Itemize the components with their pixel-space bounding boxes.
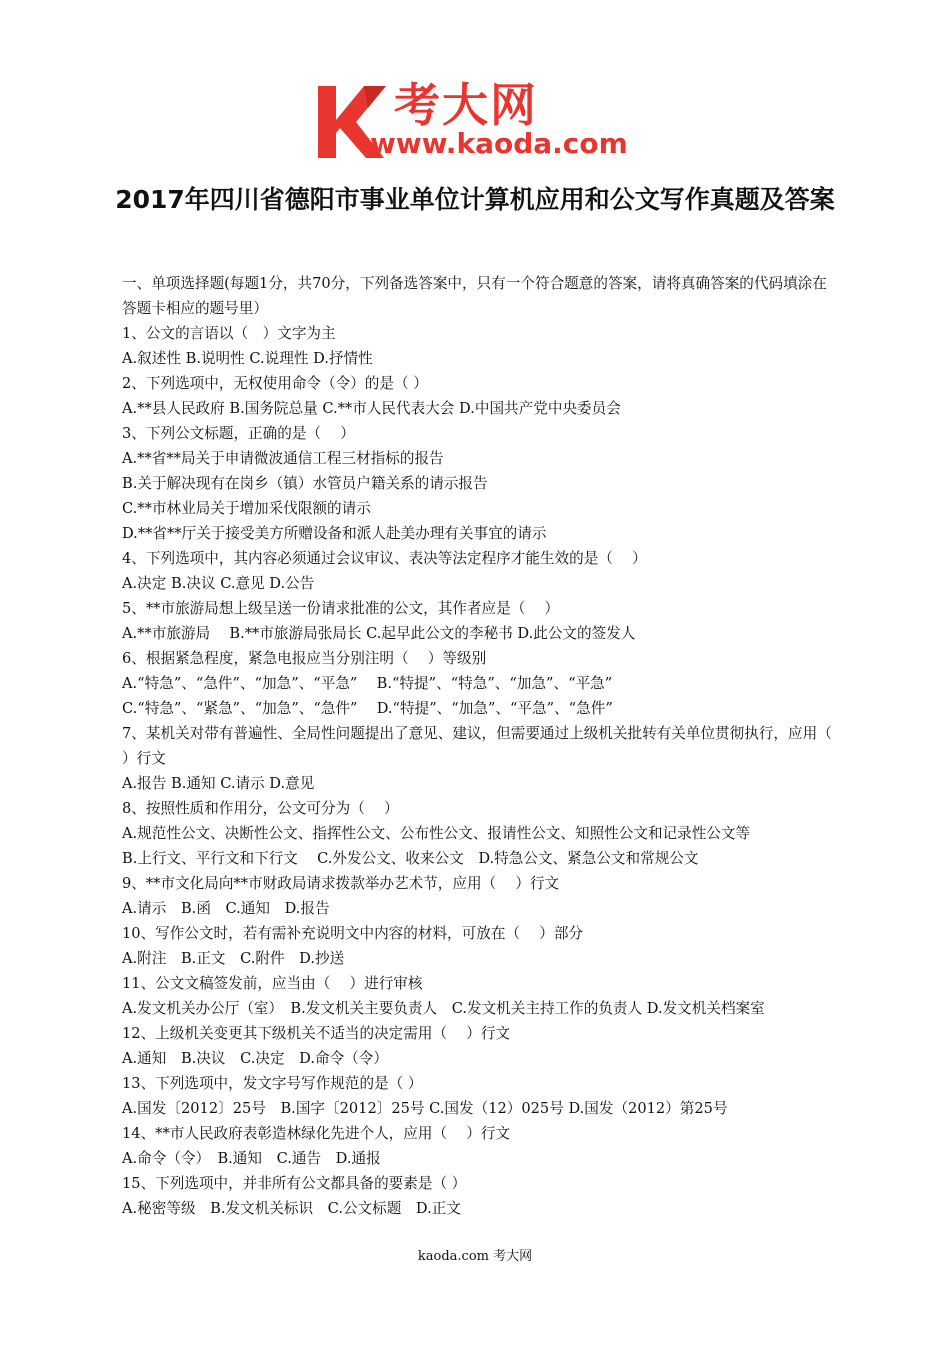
text-line: 8、按照性质和作用分，公文可分为（ ） — [122, 800, 399, 817]
document-body — [122, 271, 852, 1221]
text-line: 2、下列选项中，无权使用命令（令）的是（ ） — [122, 375, 428, 392]
text-line: A.秘密等级 B.发文机关标识 C.公文标题 D.正文 — [122, 1200, 461, 1217]
text-line: A.国发〔2012〕25号 B.国字〔2012〕25号 C.国发（12）025号 D.国发（2012）第25号 — [122, 1100, 728, 1117]
question-block-1 — [122, 321, 834, 721]
text-line: 5、**市旅游局想上级呈送一份请求批准的公文，其作者应是（ ） — [122, 600, 560, 617]
text-line: 3、下列公文标题，正确的是（ ） — [122, 425, 355, 442]
text-line: 9、**市文化局向**市财政局请求拨款举办艺术节，应用（ ）行文 — [122, 875, 560, 892]
text-line: A.叙述性 B.说明性 C.说理性 D.抒情性 — [122, 350, 373, 367]
text-line: 12、上级机关变更其下级机关不适当的决定需用（ ）行文 — [122, 1025, 511, 1042]
text-line: A.**省**局关于申请微波通信工程三材指标的报告 — [122, 450, 444, 467]
text-line: C.**市林业局关于增加采伐限额的请示 — [122, 500, 371, 517]
text-line: A.附注 B.正文 C.附件 D.抄送 — [122, 950, 345, 967]
text-line: 14、**市人民政府表彰造林绿化先进个人，应用（ ）行文 — [122, 1125, 511, 1142]
text-line: A.**县人民政府 B.国务院总量 C.**市人民代表大会 D.中国共产党中央委员会 — [122, 400, 621, 417]
text-line: 1、公文的言语以（ ）文字为主 — [122, 325, 336, 342]
text-line: 11、公文文稿签发前，应当由（ ）进行审核 — [122, 975, 423, 992]
logo-name: 考大网 — [394, 78, 538, 132]
question-block-2 — [122, 771, 834, 996]
question-11-options: A.发文机关办公厅（室） B.发文机关主要负责人 C.发文机关主持工作的负责人 D.发文机关档案室 — [122, 1000, 765, 1017]
kaoda-logo[interactable] — [312, 78, 642, 162]
text-line: A.规范性公文、决断性公文、指挥性公文、公布性公文、报请性公文、知照性公文和记录性公文等 — [122, 825, 751, 842]
text-line: A.通知 B.决议 C.决定 D.命令（令） — [122, 1050, 388, 1067]
text-line: 10、写作公文时，若有需补充说明文中内容的材料，可放在（ ）部分 — [122, 925, 584, 942]
text-line: B.关于解决现有在岗乡（镇）水管员户籍关系的请示报告 — [122, 475, 488, 492]
question-7: 7、某机关对带有普遍性、全局性问题提出了意见、建议，但需要通过上级机关批转有关单位贯彻执行，应用（ ）行文 — [122, 725, 852, 767]
page-title: 2017年四川省德阳市事业单位计算机应用和公文写作真题及答案 — [115, 185, 835, 214]
page-footer: kaoda.com 考大网 — [417, 1249, 533, 1264]
text-line: 15、下列选项中，并非所有公文都具备的要素是（ ） — [122, 1175, 467, 1192]
text-line: 4、下列选项中，其内容必须通过会议审议、表决等法定程序才能生效的是（ ） — [122, 550, 647, 567]
text-line: A.**市旅游局 B.**市旅游局张局长 C.起早此公文的李秘书 D.此公文的签发人 — [122, 625, 636, 642]
text-line: D.**省**厅关于接受美方所赠设备和派人赴美办理有关事宜的请示 — [122, 525, 547, 542]
text-line: A.报告 B.通知 C.请示 D.意见 — [122, 775, 315, 792]
text-line: A.请示 B.函 C.通知 D.报告 — [122, 900, 330, 917]
question-block-3 — [122, 1021, 834, 1221]
text-line: B.上行文、平行文和下行文 C.外发公文、收来公文 D.特急公文、紧急公文和常规公文 — [122, 850, 699, 867]
text-line: C.“特急”、“紧急”、“加急”、“急件” D.“特提”、“加急”、“平急”、“急件” — [122, 700, 613, 717]
text-line: 13、下列选项中，发文字号写作规范的是（ ） — [122, 1075, 423, 1092]
text-line: A.决定 B.决议 C.意见 D.公告 — [122, 575, 315, 592]
logo-url: www.kaoda.com — [370, 127, 628, 160]
text-line: 6、根据紧急程度，紧急电报应当分别注明（ ）等级别 — [122, 650, 487, 667]
text-line: A.命令（令） B.通知 C.通告 D.通报 — [122, 1150, 381, 1167]
text-line: A.“特急”、“急件”、“加急”、“平急” B.“特提”、“特急”、“加急”、“平急” — [122, 675, 613, 692]
section-intro: 一、单项选择题(每题1分，共70分，下列备选答案中，只有一个符合题意的答案，请将真确答案的代码填涂在答题卡相应的题号里） — [122, 275, 827, 317]
